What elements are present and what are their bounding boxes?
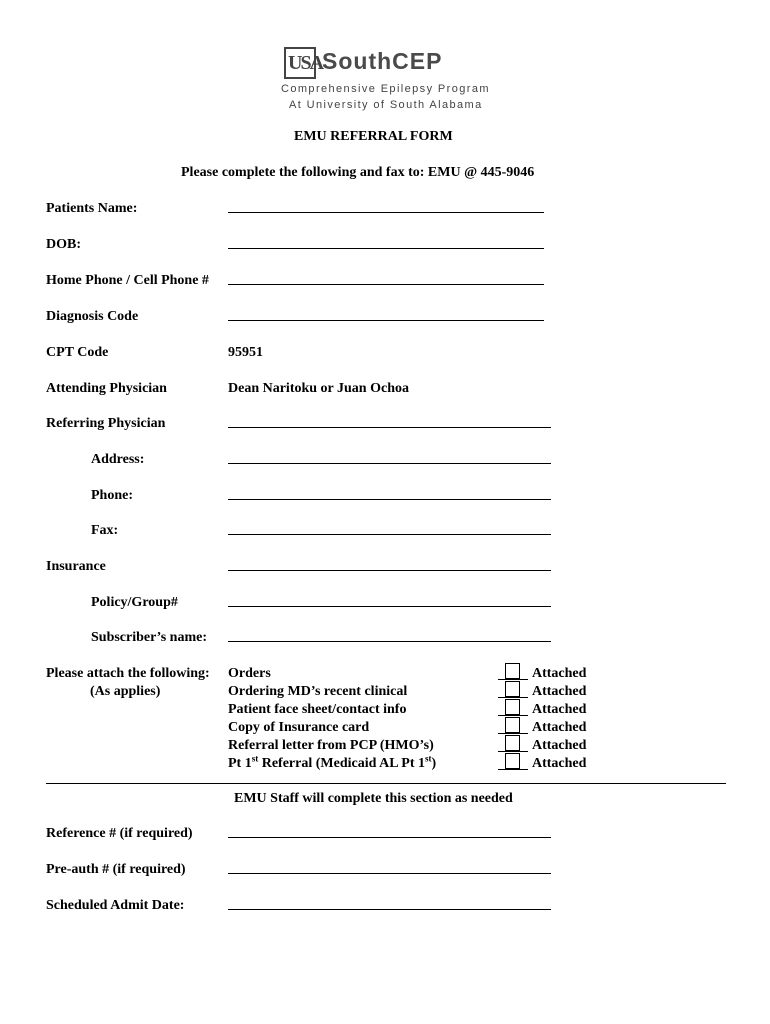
admit-date-label: Scheduled Admit Date: [46,898,185,913]
form-instruction: Please complete the following and fax to: EMU @ 445-9046 [181,165,535,180]
diagnosis-code-label: Diagnosis Code [46,309,139,324]
referring-phone-field[interactable] [228,499,551,500]
diagnosis-code-field[interactable] [228,320,544,321]
checkbox-underline [498,715,528,716]
checkbox-insurance-card[interactable] [505,717,520,733]
staff-section-heading: EMU Staff will complete this section as needed [234,791,513,806]
cpt-code-label: CPT Code [46,345,109,360]
reference-label: Reference # (if required) [46,826,193,841]
insurance-field[interactable] [228,570,551,571]
phone-field[interactable] [228,284,544,285]
attached-label: Attached [532,684,587,699]
reference-field[interactable] [228,837,551,838]
phone-label: Home Phone / Cell Phone # [46,273,209,288]
attending-physician-label: Attending Physician [46,381,167,396]
fax-label: Fax: [91,523,119,538]
subscriber-name-label: Subscriber’s name: [91,630,208,645]
checkbox-clinical[interactable] [505,681,520,697]
admit-date-field[interactable] [228,909,551,910]
attach-item-insurance-card: Copy of Insurance card [228,720,370,735]
insurance-label: Insurance [46,559,106,574]
referring-physician-field[interactable] [228,427,551,428]
preauth-label: Pre-auth # (if required) [46,862,186,877]
address-field[interactable] [228,463,551,464]
checkbox-underline [498,679,528,680]
attach-label: Please attach the following: [46,666,210,681]
checkbox-face-sheet[interactable] [505,699,520,715]
fax-field[interactable] [228,534,551,535]
attached-label: Attached [532,666,587,681]
checkbox-underline [498,769,528,770]
checkbox-underline [498,733,528,734]
logo-subtitle-2: At University of South Alabama [289,99,483,111]
subscriber-name-field[interactable] [228,641,551,642]
logo-name: SouthCEP [322,48,443,74]
section-divider [46,783,726,784]
policy-group-label: Policy/Group# [91,595,178,610]
dob-label: DOB: [46,237,81,252]
referring-phone-label: Phone: [91,488,133,503]
form-title: EMU REFERRAL FORM [294,129,453,144]
attached-label: Attached [532,702,587,717]
preauth-field[interactable] [228,873,551,874]
checkbox-orders[interactable] [505,663,520,679]
attach-item-clinical: Ordering MD’s recent clinical [228,684,408,699]
attach-item-referral-letter: Referral letter from PCP (HMO’s) [228,738,434,753]
attach-item-orders: Orders [228,666,271,681]
attached-label: Attached [532,720,587,735]
address-label: Address: [91,452,145,467]
checkbox-underline [498,751,528,752]
dob-field[interactable] [228,248,544,249]
attached-label: Attached [532,756,587,771]
patient-name-field[interactable] [228,212,544,213]
attach-sublabel: (As applies) [90,684,161,699]
logo-subtitle-1: Comprehensive Epilepsy Program [281,83,490,95]
checkbox-pt-referral[interactable] [505,753,520,769]
attach-item-pt-referral: Pt 1st Referral (Medicaid AL Pt 1st) [228,753,437,771]
checkbox-referral-letter[interactable] [505,735,520,751]
patient-name-label: Patients Name: [46,201,138,216]
attached-label: Attached [532,738,587,753]
attending-physician-value: Dean Naritoku or Juan Ochoa [228,381,409,396]
checkbox-underline [498,697,528,698]
referring-physician-label: Referring Physician [46,416,166,431]
policy-group-field[interactable] [228,606,551,607]
attach-item-face-sheet: Patient face sheet/contact info [228,702,407,717]
usa-logo-mark: USA [284,47,316,79]
cpt-code-value: 95951 [228,345,263,360]
